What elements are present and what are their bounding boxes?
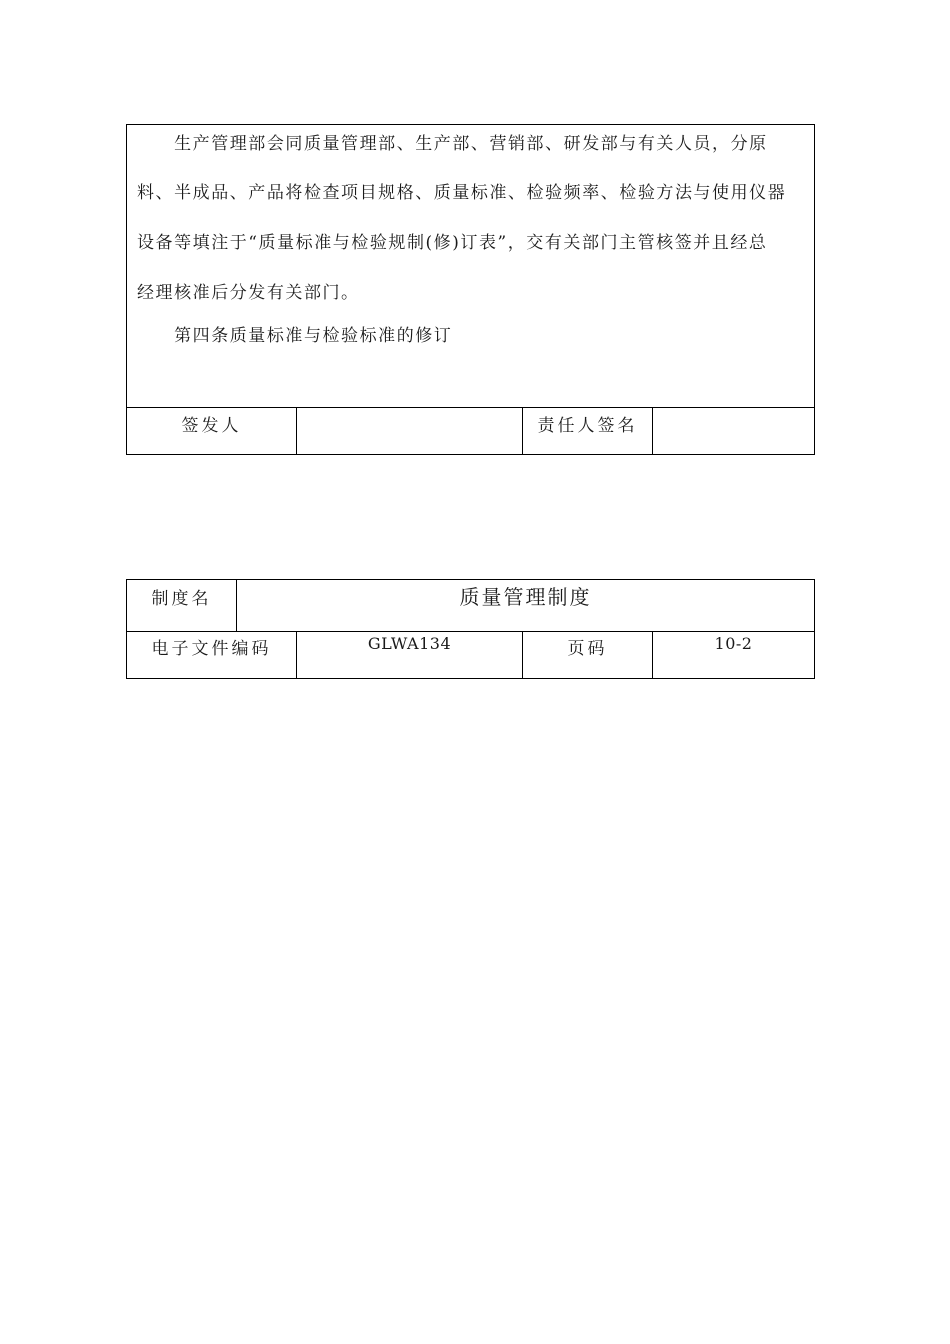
info-table bbox=[126, 579, 815, 679]
page-value: 10-2 bbox=[714, 634, 753, 653]
paragraph-line-3: 设备等填注于“质量标准与检验规制(修)订表”，交有关部门主管核签并且经总 bbox=[137, 233, 768, 253]
responsible-label: 责任人签名 bbox=[537, 416, 638, 436]
article-heading: 第四条质量标准与检验标准的修订 bbox=[137, 326, 453, 346]
doc-name-label: 制度名 bbox=[151, 589, 212, 609]
col-divider bbox=[296, 407, 297, 454]
col-divider bbox=[652, 407, 653, 454]
page-label: 页码 bbox=[567, 639, 608, 659]
signer-label: 签发人 bbox=[181, 416, 242, 436]
file-code-label: 电子文件编码 bbox=[151, 639, 272, 659]
paragraph-line-1: 生产管理部会同质量管理部、生产部、营销部、研发部与有关人员，分原 bbox=[137, 134, 768, 154]
doc-name-row bbox=[127, 580, 814, 631]
doc-name-value: 质量管理制度 bbox=[459, 585, 592, 609]
paragraph-line-4: 经理核准后分发有关部门。 bbox=[137, 283, 360, 303]
file-code-row bbox=[127, 631, 814, 678]
file-code-value: GLWA134 bbox=[367, 634, 452, 653]
paragraph-line-2: 料、半成品、产品将检查项目规格、质量标准、检验频率、检验方法与使用仪器 bbox=[137, 183, 787, 203]
content-table bbox=[126, 124, 815, 455]
signature-row bbox=[127, 407, 814, 454]
